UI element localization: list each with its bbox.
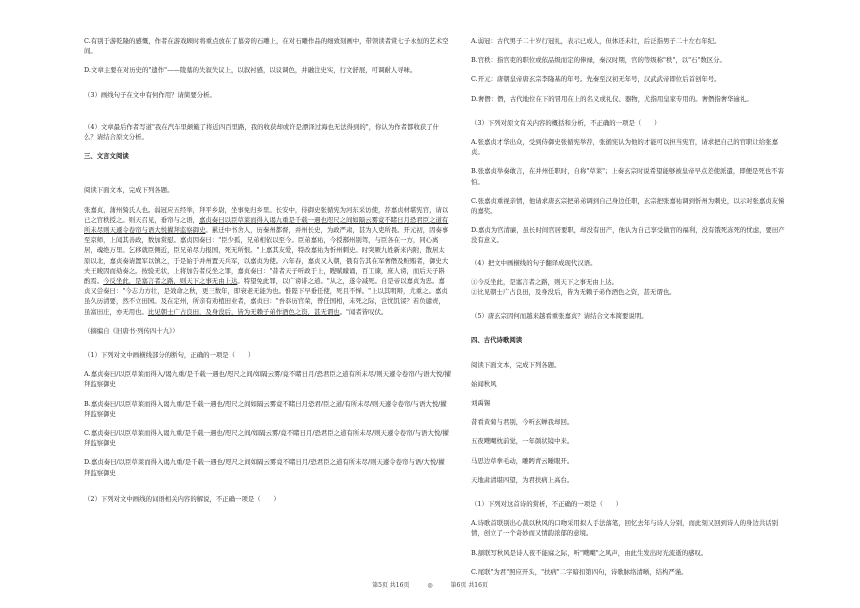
underlined-sentence-1: 嘉贞奏曰以臣草莱而得入谒九重是千载一遇也咫尺之间如隔云雾竟不睹日月恐君臣之道有所未尽则天遽令卷帘与语大悦擢拜监察御史 — [84, 215, 449, 235]
answer-b: B.张嘉贞举奏敢言，在并州任职时，自称"草莱"；上奏玄宗时说希望能够被皇帝早点差使派遣，即便是死也不害怕。 — [471, 167, 784, 186]
passage — [84, 205, 451, 317]
option-a: A.弱冠：古代男子二十岁行冠礼，表示已成人，但体还未壮，后泛指男子二十左右年纪。 — [471, 37, 721, 45]
passage-part-4: 。"闻者皆叹伏。 — [339, 307, 388, 316]
poem-title: 始闻秋风 — [471, 379, 497, 388]
answer-a: A.张嘉贞才华出众，受到侍御史张循宪举荐，张循宪认为他的才能可以担当宪官，请求把自己的官职让给张嘉贞。 — [471, 138, 779, 157]
choice-b: B.嘉贞奏曰/以臣草莱而得入谒九重/是千载一遇也/咫尺之间如隔云雾竟不睹日月恐君/臣之道/有所未尽/则天遽令卷帘/与语大悦/擢拜监察御史 — [84, 399, 447, 418]
question-1: （1）下列对文中画横线部分的断句，正确的一项是（ ） — [84, 351, 255, 360]
translate-sentence-1: ①今反坐此，是塞言者之路，则天下之事无由上达。 — [471, 277, 618, 286]
option-c: C.有别于游乾隆的感慨，作者在游戏顾时将重点放在了墓旁的石雕上，在对石雕作品的细致刻画中，带领读者赏七子永恒的艺术空间。 — [84, 37, 449, 56]
footer-separator-icon: ◎ — [427, 582, 433, 589]
reading-instruction: 阅读下面文本，完成下列各题。 — [84, 186, 174, 195]
poem-choice-c: C.尾联"为君"照应开头，"扶病"二字暗扣第四句，诗歌脉络清晰，结构严谨。 — [471, 567, 688, 576]
poem-line: 马思边草拳毛动，雕眄青云睡眼开。 — [471, 456, 574, 465]
underlined-sentence-2: 今反坐此，是塞言者之路，则天下之事无由上达 — [103, 277, 238, 286]
option-d: D.奢僭：僭，古代地位在下的冒用在上的名义或礼仪、器物，尤指用皇家专用的。奢僭指奢华逾礼。 — [471, 94, 753, 103]
answer-d: D.嘉贞为官清廉，虽长时间官居要职，却没有田产，他认为自己享受做官的福利，没有饿死冻死的忧虑，要田产没有意义。 — [471, 226, 785, 245]
option-c: C.开元：唐朝皇帝唐玄宗李隆基的年号。先秦至汉初无年号，汉武武帝即位后首创年号。 — [471, 75, 721, 84]
passage-source: （摘编自《旧唐书·列传四十九》） — [84, 326, 179, 335]
right-column — [471, 36, 790, 586]
question-4: （4）把文中画横线的句子翻译成现代汉语。 — [471, 258, 597, 267]
left-column — [84, 36, 451, 513]
underlined-sentence-3: 比见朝士广占良田，及身没后，皆为无赖子弟作酒色之资，甚无谓也 — [147, 307, 340, 316]
poem-choice-a: A.诗歌首联别出心裁以秋风的口吻采用拟人手法落笔，回忆去年与诗人分别，而此刻又回到诗人的身边共话别情，创立了一个奇妙而又情韵浓郁的意境。 — [471, 519, 779, 538]
poet-name: 刘禹锡 — [471, 399, 491, 408]
page-number-left: 第5页 共16页 — [372, 582, 410, 589]
question-3: （3）下列对原文有关内容的概括和分析，不正确的一项是（ ） — [471, 118, 661, 127]
passage-part-3: 。特望免此罪，以广谤诽之道。"从之，遂令减死。自是帝以嘉贞为忠。嘉贞又尝奏曰："今志力方壮，是效命之秋，更三数年，即衰老无能为也。惟陛下早垂任使，死且不惮。"上以其明辩，尤重之。嘉贞虽久历清要，然不立田园。及在定州，所亲有劝植田业者，嘉贞曰："吾忝历官荣，曾任国相，未死之际，岂忧饥馁？若负谴责，虽富田庄，亦无用也。 — [84, 277, 448, 316]
option-d: D.文章主要在对历史的"遗作"——陵墓的失叙失议上，以叙衬感，以议调色，并融注史实，行文舒展，可调耐人寻味。 — [84, 66, 417, 75]
poem-line: 五夜飕飗枕前觉，一年颜状镜中来。 — [471, 437, 574, 446]
question-3: （3）画线句子在文中有何作用？请简要分析。 — [84, 90, 216, 99]
option-b: B.官秩：指官吏的职位或依品级而定的俸禄，秦汉时期，官的等级称"秩"，以"石"数区分。 — [471, 56, 726, 65]
passage-part-1: 张嘉贞，蒲州猗氏人也。弱冠应五经举，拜平乡尉，坐事免归乡里。长安中，侍御史张循宪为河东采访使，荐嘉贞材堪宪官，请以已之官秩授之。则天召见，垂帘与之语， — [84, 205, 449, 224]
passage-part-2: 。累迁中书舍人，历秦州都督，并州长史，为政严肃，甚为人吏所畏。开元初，因奏事至京师，上闻其善政，数加赏慰。嘉贞因奏曰："臣少孤，兄弟相依以至今。臣弟嘉祐，今授鄯州别驾，与臣各在一方，同心离居，魂绝万里。乞移就臣侧近，臣兄弟尽力报国，死无所恨。"上嘉其友爱，特改嘉祐为忻州刺史。时突厥九姓新来内附，散居太原以北，嘉贞奏请置军以镇之，于是始于并州置天兵军，以嘉贞为使。六年春，嘉贞又入朝，俄有告其在军奢僭及赃贿者，御史大夫王晙因而劾奏之。按验无状，上将加告者反坐之罪，嘉贞奏曰："昔者天子听政于上，瞍赋矇诵，百工谏，庶人谤，而后天子斟酌焉。 — [84, 226, 449, 286]
page-number-right: 第6页 共16页 — [450, 582, 488, 589]
question-2: （2）下列对文中画线的词语相关内容的解说，不正确一项是（ ） — [84, 494, 280, 503]
translate-sentence-2: ②比见朝士广占良田，及身没后，皆为无赖子弟作酒色之资，甚无谓也。 — [471, 288, 676, 297]
question-4: （4）文章最后作者写道"我在汽车里颠簸了将近四百里路，我的收获却或许是漂泽过海也无法得到的"，你认为作者都收获了什么？请结合原文分析。 — [84, 122, 440, 142]
section-title-poetry: 四、古代诗歌阅读 — [471, 336, 523, 345]
section-title-classical: 三、文言文阅读 — [84, 152, 129, 161]
page-footer — [0, 580, 860, 589]
poem-line: 天地肃清堪四望，为君扶病上高台。 — [471, 475, 574, 484]
answer-c: C.张嘉贞重视亲情，他请求唐玄宗把弟弟调到自己身边任职，玄宗把张嘉祐调到忻州为刺史，以示对张嘉贞友悌的嘉奖。 — [471, 196, 785, 216]
choice-c: C.嘉贞奏曰/以臣草莱而得入谒九重/是千载一遇也/咫尺之间/如隔云雾/竟不睹日月/恐君臣之道有所未尽/则天遽令卷帘/与语大悦/擢拜监察御史 — [84, 429, 449, 448]
poem-choice-b: B.颔联写秋风是诗人夜不能寐之际，听"飕飗"之风声，由此生发出时光流逝的感叹。 — [471, 548, 708, 557]
question-1: （1）下列对这首诗的赏析，不正确的一项是（ ） — [471, 500, 623, 509]
choice-a: A.嘉贞奏曰/以臣草莱而得入/谒九重/是千载一遇也/咫尺之间/如隔云雾/竟不睹日月/恐君臣之道有所未尽/则天遽令卷帘/与语大悦/擢拜监察御史 — [84, 370, 451, 389]
poem-line: 昔看黄菊与君别，今听玄蝉我却回。 — [471, 418, 574, 427]
question-5: （5）唐玄宗因何而越来越看重张嘉贞？请结合文本简要说明。 — [471, 312, 648, 321]
reading-instruction: 阅读下面文本，完成下列各题。 — [471, 360, 561, 369]
choice-d: D.嘉贞奏曰/以臣草莱而得入谒九重/是千载一遇也/咫尺之间如隔云雾竟不睹日月/恐君臣之道有所未尽/则天遽令卷帘与语/大悦/擢拜监察御史 — [84, 458, 445, 477]
